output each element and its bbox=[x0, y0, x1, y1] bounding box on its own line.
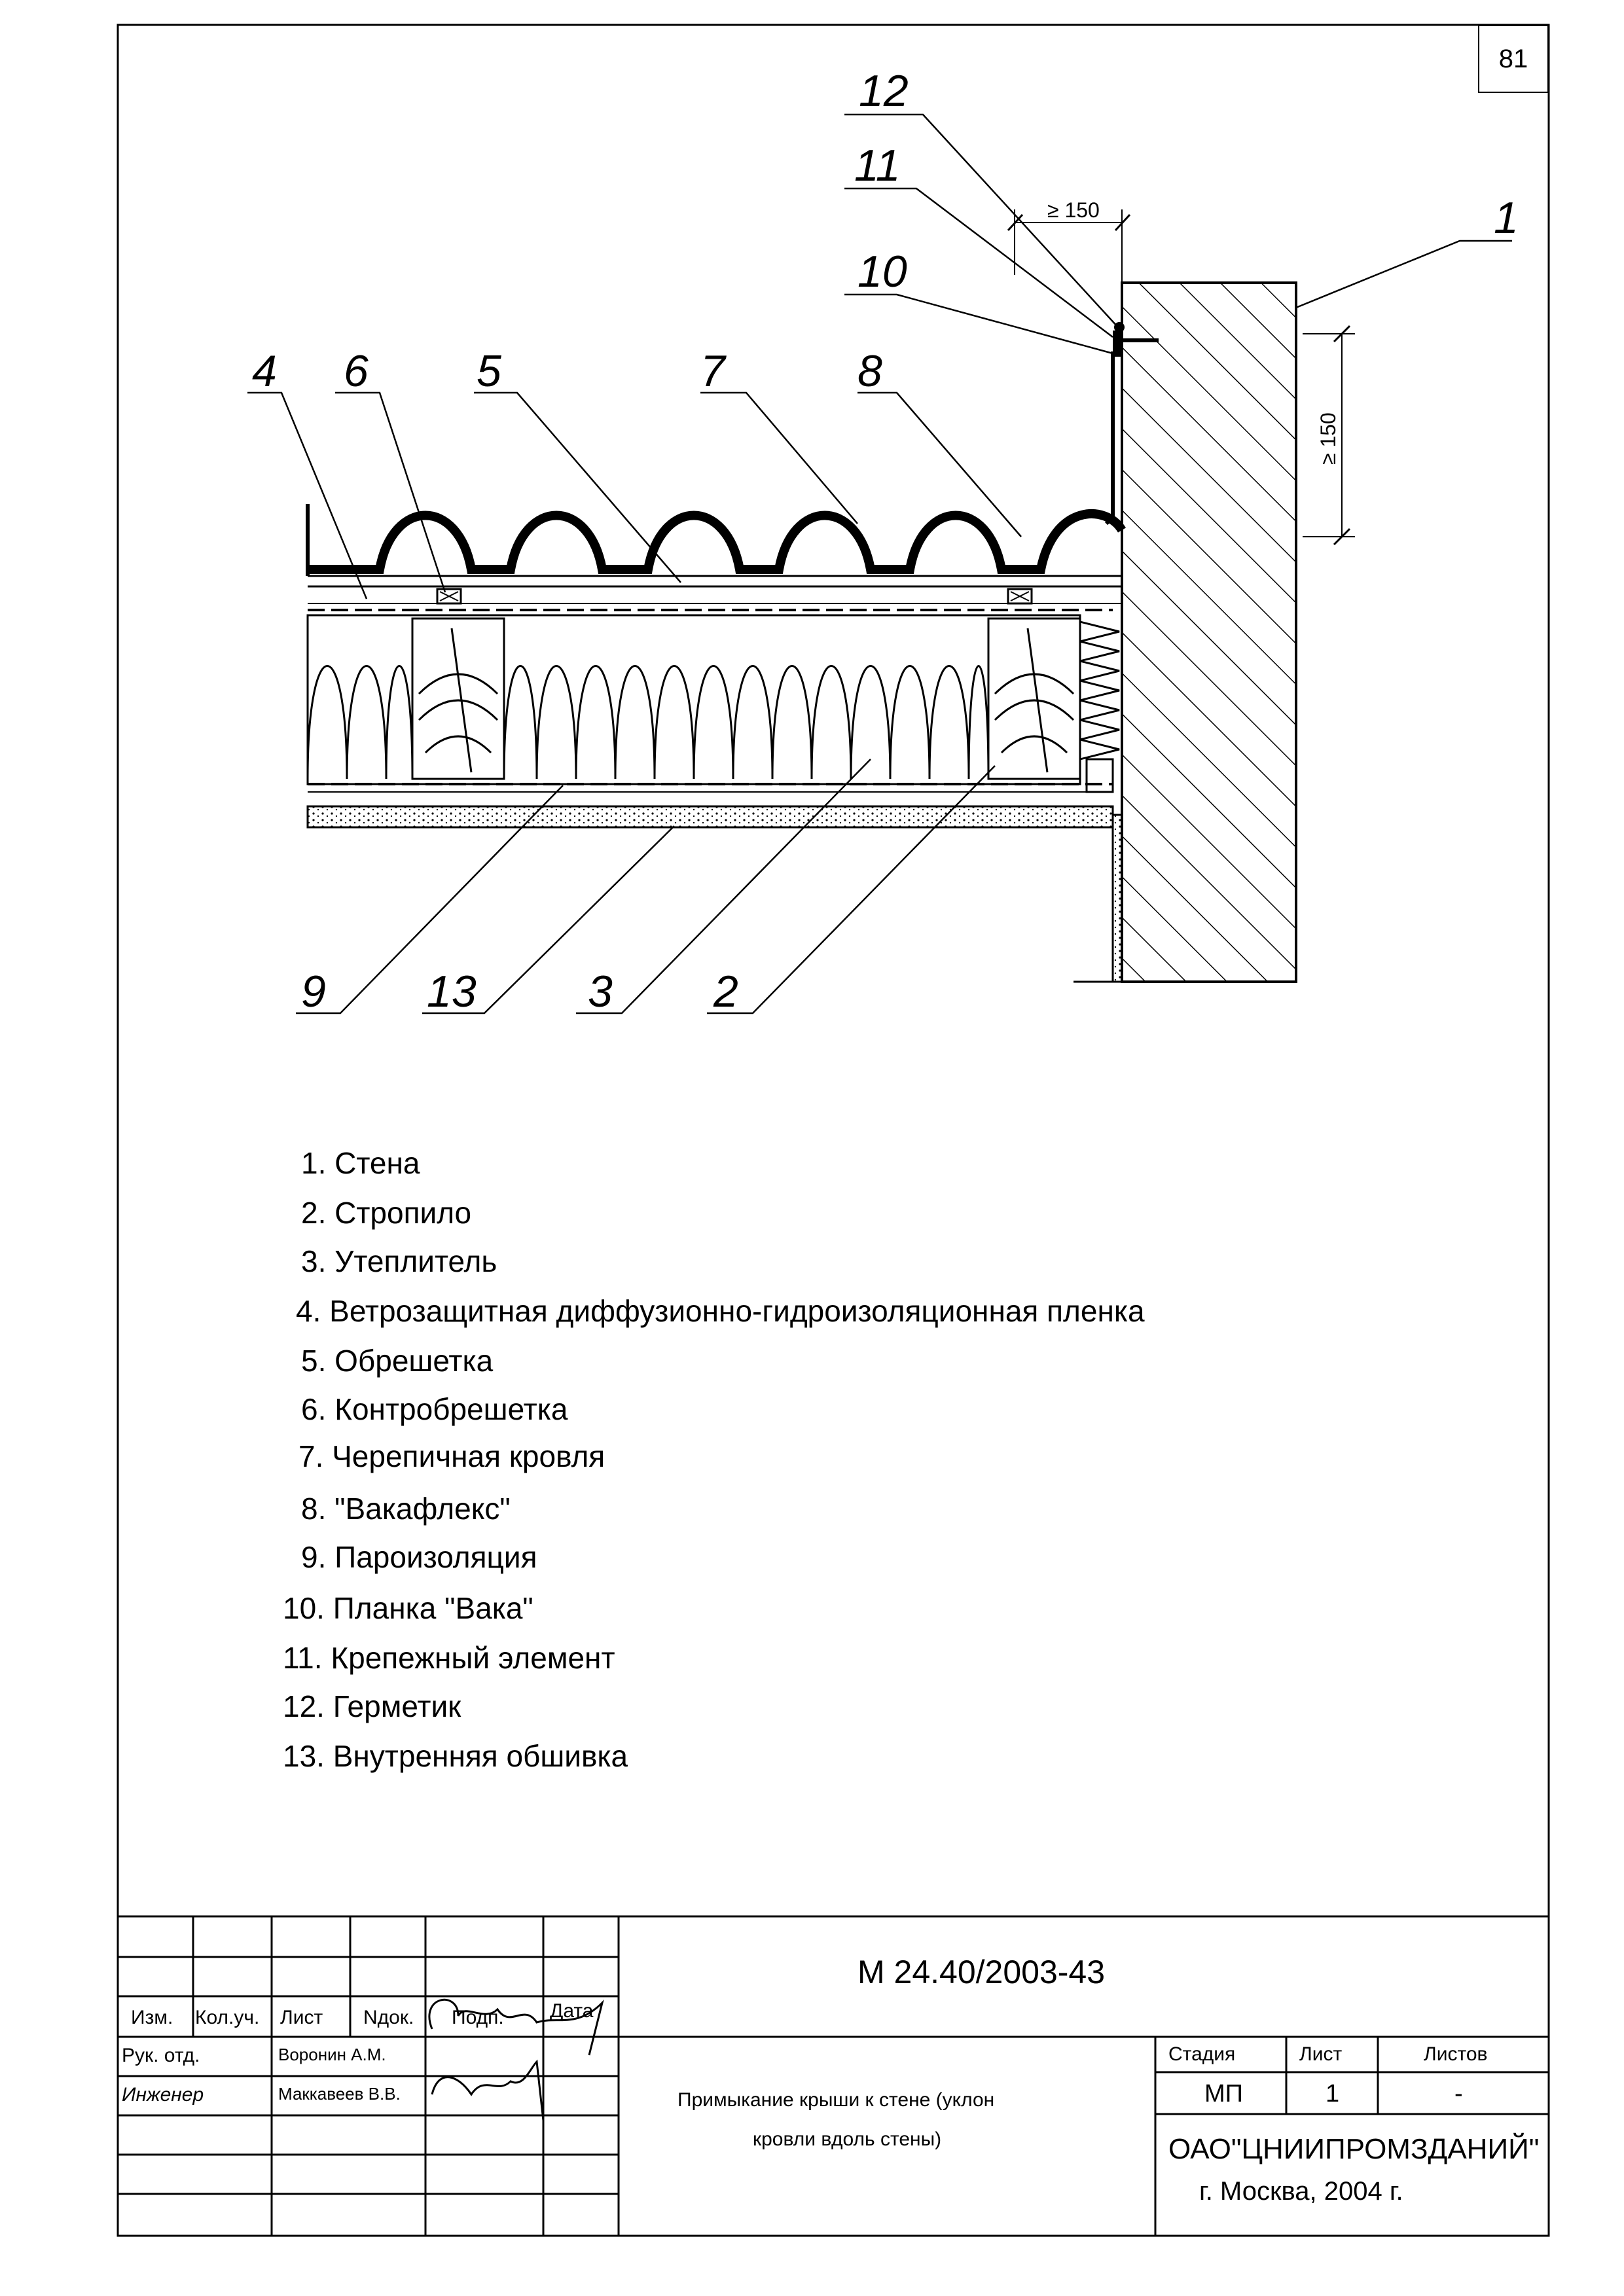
name-1: Воронин А.М. bbox=[278, 2045, 386, 2064]
role-2: Инженер bbox=[122, 2084, 204, 2106]
header-list: Лист bbox=[280, 2007, 323, 2028]
wall bbox=[1122, 283, 1296, 982]
description-line2: кровли вдоль стены) bbox=[753, 2128, 942, 2150]
header-izm: Изм. bbox=[131, 2007, 173, 2028]
legend-item: 13. Внутренняя обшивка bbox=[283, 1739, 628, 1773]
callout-8: 8 bbox=[857, 346, 882, 396]
dim-top-label: ≥ 150 bbox=[1047, 198, 1100, 222]
stage-value: МП bbox=[1204, 2080, 1243, 2108]
sheet-label: Лист bbox=[1299, 2043, 1343, 2065]
description-line1: Примыкание крыши к стене (уклон bbox=[677, 2089, 995, 2111]
wall-insulation bbox=[1080, 622, 1119, 759]
stage-label: Стадия bbox=[1168, 2043, 1236, 2065]
legend-item: 10. Планка "Вака" bbox=[283, 1591, 533, 1625]
header-podp: Подп. bbox=[452, 2007, 504, 2028]
header-ndok: Nдок. bbox=[363, 2007, 414, 2028]
sheets-value: - bbox=[1454, 2080, 1463, 2108]
rafter-left bbox=[412, 619, 504, 779]
name-2: Маккавеев В.В. bbox=[278, 2084, 401, 2104]
legend-item: 2. Стропило bbox=[301, 1196, 472, 1230]
city-year: г. Москва, 2004 г. bbox=[1199, 2177, 1403, 2206]
page-number: 81 bbox=[1498, 44, 1528, 73]
callout-3: 3 bbox=[588, 967, 613, 1016]
legend-item: 8. "Вакафлекс" bbox=[301, 1492, 511, 1526]
legend-item: 4. Ветрозащитная диффузионно-гидроизоляционная пленка bbox=[296, 1294, 1145, 1328]
role-1: Рук. отд. bbox=[122, 2045, 200, 2066]
rafter-right bbox=[988, 619, 1080, 779]
legend-item: 5. Обрешетка bbox=[301, 1344, 494, 1378]
legend-item: 9. Пароизоляция bbox=[301, 1540, 537, 1574]
header-kol-uch: Кол.уч. bbox=[195, 2007, 260, 2028]
inner-lining bbox=[308, 806, 1113, 827]
page-number-box bbox=[1478, 25, 1549, 93]
legend-item: 11. Крепежный элемент bbox=[283, 1641, 615, 1675]
callout-9: 9 bbox=[301, 967, 326, 1016]
legend-item: 6. Контробрешетка bbox=[301, 1392, 568, 1426]
callout-6: 6 bbox=[344, 346, 369, 396]
callout-10: 10 bbox=[857, 247, 907, 296]
waka-strip bbox=[1113, 331, 1122, 357]
callout-1: 1 bbox=[1494, 193, 1519, 243]
sheet-value: 1 bbox=[1326, 2080, 1340, 2108]
insulation-loops bbox=[308, 666, 988, 780]
sheets-label: Листов bbox=[1424, 2043, 1488, 2065]
sheet-frame bbox=[118, 25, 1549, 2236]
dim-side-label: ≥ 150 bbox=[1316, 412, 1340, 465]
wall-plaster bbox=[1113, 815, 1122, 982]
wakaflex bbox=[1106, 353, 1122, 524]
header-data: Дата bbox=[550, 2000, 594, 2022]
tile-roof bbox=[308, 514, 1122, 569]
legend-item: 1. Стена bbox=[301, 1146, 420, 1180]
callout-11: 11 bbox=[854, 141, 901, 190]
legend-item: 7. Черепичная кровля bbox=[298, 1439, 605, 1473]
callout-7: 7 bbox=[700, 346, 725, 396]
callout-2: 2 bbox=[713, 967, 738, 1016]
legend-item: 12. Герметик bbox=[283, 1689, 461, 1723]
doc-code: М 24.40/2003-43 bbox=[857, 1954, 1106, 1990]
legend-item: 3. Утеплитель bbox=[301, 1244, 497, 1278]
callout-4: 4 bbox=[252, 346, 277, 396]
callout-13: 13 bbox=[427, 967, 477, 1016]
organization: ОАО"ЦНИИПРОМЗДАНИЙ" bbox=[1168, 2133, 1540, 2165]
callout-5: 5 bbox=[477, 346, 501, 396]
callout-12: 12 bbox=[859, 66, 909, 116]
